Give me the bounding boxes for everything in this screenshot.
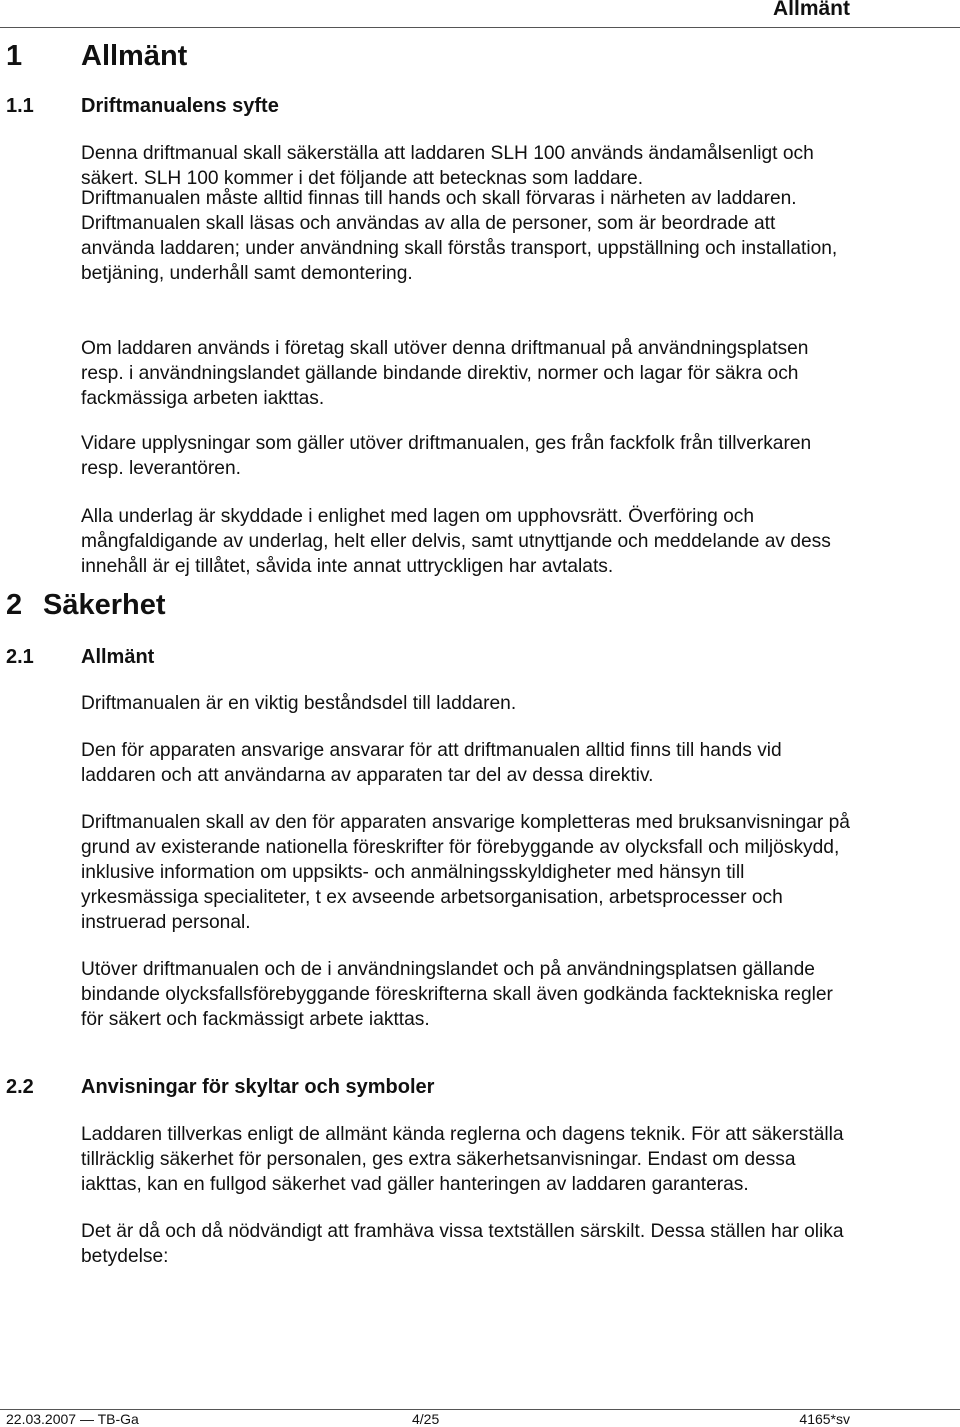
text-line: fackmässiga arbeten iakttas. <box>81 388 325 409</box>
text-line: iakttas, kan en fullgod säkerhet vad gäller hanteringen av laddaren garanteras. <box>81 1174 749 1195</box>
paragraph-company-use <box>81 336 956 411</box>
footer-page-number: 4/25 <box>412 1411 440 1427</box>
text-line: instruerad personal. <box>81 912 251 933</box>
heading-section-2-1 <box>6 644 154 670</box>
heading-number: 2 <box>6 589 23 621</box>
heading-section-2 <box>6 587 166 623</box>
text-line: Om laddaren används i företag skall utöver denna driftmanual på användningsplatsen <box>81 338 809 359</box>
footer-document-id: 4165*sv <box>799 1411 850 1427</box>
text-line: innehåll är ej tillåtet, såvida inte annat uttryckligen har avtalats. <box>81 556 614 577</box>
heading-section-2-2 <box>6 1074 434 1100</box>
heading-section-1 <box>6 38 187 74</box>
text-line: mångfaldigande av underlag, helt eller delvis, samt utnyttjande och meddelande av dess <box>81 531 831 552</box>
text-line: använda laddaren; under användning skall förstås transport, uppställning och installation, <box>81 238 838 259</box>
paragraph-availability <box>81 186 956 286</box>
paragraph-further-info <box>81 431 956 481</box>
text-line: Alla underlag är skyddade i enlighet med lagen om upphovsrätt. Överföring och <box>81 506 755 527</box>
text-line: Den för apparaten ansvarige ansvarar för att driftmanualen alltid finns till hands vid <box>81 740 782 761</box>
text-line: resp. i användningslandet gällande bindande direktiv, normer och lagar för säkra och <box>81 363 799 384</box>
text-line: betjäning, underhåll samt demontering. <box>81 263 413 284</box>
text-line: Driftmanualen skall läsas och användas av alla de personer, som är beordrade att <box>81 213 776 234</box>
text-line: Det är då och då nödvändigt att framhäva vissa textställen särskilt. Dessa ställen har olika <box>81 1221 844 1242</box>
paragraph-highlighting <box>81 1219 956 1269</box>
heading-number: 1.1 <box>6 95 34 117</box>
text-line: grund av existerande nationella föreskrifter för förebyggande av olycksfall och miljöskydd, <box>81 837 840 858</box>
paragraph-supplement <box>81 810 956 935</box>
paragraph-safety-notes <box>81 1122 956 1197</box>
paragraph-integral-part <box>81 691 956 716</box>
text-line: Vidare upplysningar som gäller utöver driftmanualen, ges från fackfolk från tillverkaren <box>81 433 812 454</box>
header-rule <box>0 27 960 28</box>
text-line: Driftmanualen är en viktig beståndsdel till laddaren. <box>81 693 517 714</box>
heading-text: Säkerhet <box>43 589 166 621</box>
paragraph-purpose <box>81 141 956 191</box>
paragraph-responsibility <box>81 738 956 788</box>
heading-number: 2.2 <box>6 1076 34 1098</box>
heading-text: Driftmanualens syfte <box>81 95 279 117</box>
heading-number: 2.1 <box>6 646 34 668</box>
text-line: Denna driftmanual skall säkerställa att laddaren SLH 100 används ändamålsenligt och <box>81 143 814 164</box>
text-line: bindande olycksfallsförebyggande föreskrifterna skall även godkända facktekniska regler <box>81 984 833 1005</box>
text-line: laddaren och att användarna av apparaten tar del av dessa direktiv. <box>81 765 654 786</box>
text-line: Laddaren tillverkas enligt de allmänt kända reglerna och dagens teknik. För att säkerställa <box>81 1124 844 1145</box>
text-line: inklusive information om uppsikts- och anmälningsskyldigheter med hänsyn till <box>81 862 745 883</box>
text-line: Utöver driftmanualen och de i användningslandet och på användningsplatsen gällande <box>81 959 815 980</box>
text-line: säkert. SLH 100 kommer i det följande att betecknas som laddare. <box>81 168 644 189</box>
heading-text: Allmänt <box>81 40 188 72</box>
paragraph-copyright <box>81 504 956 579</box>
text-line: Driftmanualen måste alltid finnas till hands och skall förvaras i närheten av laddaren. <box>81 188 797 209</box>
text-line: Driftmanualen skall av den för apparaten ansvarige kompletteras med bruksanvisningar på <box>81 812 850 833</box>
footer-rule <box>0 1409 960 1410</box>
running-header-title: Allmänt <box>772 0 850 20</box>
heading-text: Anvisningar för skyltar och symboler <box>81 1076 435 1098</box>
heading-text: Allmänt <box>81 646 155 668</box>
text-line: tillräcklig säkerhet för personalen, ges extra säkerhetsanvisningar. Endast om dessa <box>81 1149 796 1170</box>
text-line: resp. leverantören. <box>81 458 241 479</box>
text-line: för säkert och fackmässigt arbete iakttas. <box>81 1009 430 1030</box>
text-line: betydelse: <box>81 1246 169 1267</box>
paragraph-regulations <box>81 957 956 1032</box>
heading-number: 1 <box>6 40 23 72</box>
text-line: yrkesmässiga specialiteter, t ex avseende arbetsorganisation, arbetsprocesser och <box>81 887 783 908</box>
footer-date-author: 22.03.2007 — TB-Ga <box>6 1411 139 1427</box>
heading-section-1-1 <box>6 93 279 119</box>
